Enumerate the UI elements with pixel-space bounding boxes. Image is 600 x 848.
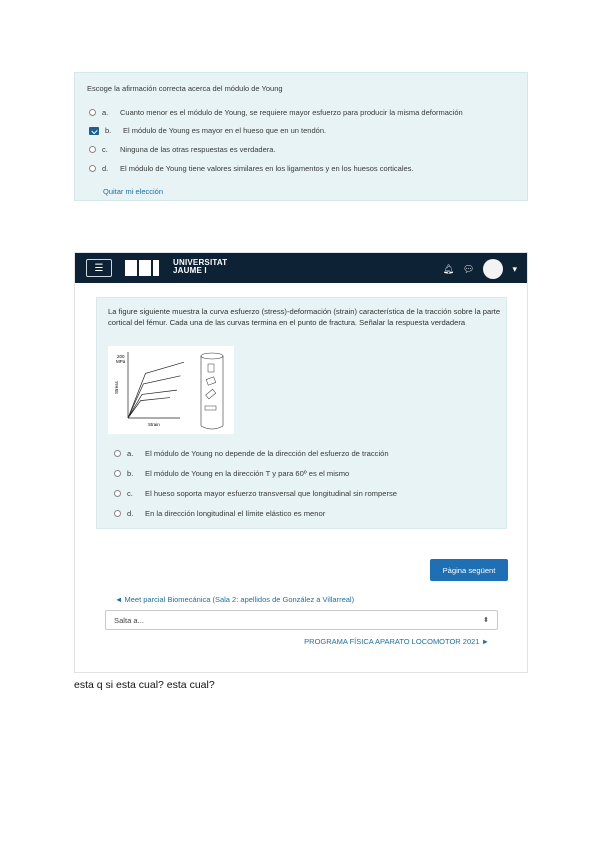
y-unit-label: MPa: [116, 359, 126, 364]
chat-bubble-icon[interactable]: 💬︎: [463, 263, 475, 274]
radio-button[interactable]: [89, 109, 96, 116]
select-arrows-icon: ⬍: [483, 617, 489, 624]
question-2-card: [96, 297, 507, 529]
question-2-option-b[interactable]: b. El módulo de Young en la dirección T y para 60º es el mismo: [114, 469, 349, 478]
y-axis-label: Stress: [114, 381, 119, 394]
radio-button[interactable]: [114, 470, 121, 477]
question-1-card: [74, 72, 528, 201]
question-1-option-a[interactable]: a. Cuanto menor es el módulo de Young, se requiere mayor esfuerzo para producir la misma deformación: [89, 108, 463, 117]
stress-strain-figure: [108, 346, 234, 434]
y-tick-label: 200: [117, 354, 125, 359]
avatar[interactable]: [483, 259, 503, 279]
university-name: UNIVERSITAT JAUME I: [173, 258, 228, 275]
question-2-option-d[interactable]: d. En la dirección longitudinal el límite elástico es menor: [114, 509, 325, 518]
jump-to-select[interactable]: Salta a... ⬍: [105, 610, 498, 630]
top-navbar: [75, 253, 527, 283]
stress-strain-curve-2: [128, 376, 181, 418]
radio-button[interactable]: [89, 146, 96, 153]
stress-strain-curve-3: [128, 390, 177, 418]
x-axis-label: Strain: [148, 422, 160, 427]
navbar-actions: [443, 259, 517, 279]
curves: [128, 362, 184, 418]
hamburger-icon: ☰: [94, 262, 104, 274]
radio-button[interactable]: [89, 165, 96, 172]
next-activity-link[interactable]: PROGRAMA FÍSICA APARATO LOCOMOTOR 2021 ►: [304, 637, 489, 646]
caption-text: esta q si esta cual? esta cual?: [74, 679, 215, 691]
radio-button[interactable]: [114, 510, 121, 517]
question-1-prompt: Escoge la afirmación correcta acerca del módulo de Young: [87, 84, 283, 93]
chevron-down-icon[interactable]: ▾: [512, 263, 517, 274]
radio-button[interactable]: [114, 450, 121, 457]
question-2-option-a[interactable]: a. El módulo de Young no depende de la dirección del esfuerzo de tracción: [114, 449, 389, 458]
hamburger-menu-button[interactable]: [86, 259, 112, 277]
next-page-button[interactable]: Pàgina següent: [430, 559, 508, 581]
question-2-option-c[interactable]: c. El hueso soporta mayor esfuerzo transversal que longitudinal sin romperse: [114, 489, 397, 498]
question-1-option-b[interactable]: b. El módulo de Young es mayor en el hueso que en un tendón.: [89, 126, 326, 135]
quiz-page-frame: [74, 252, 528, 673]
stress-strain-chart: [108, 346, 234, 434]
bell-icon[interactable]: 🔔︎: [442, 263, 455, 274]
question-1-option-d[interactable]: d. El módulo de Young tiene valores similares en los ligamentos y en los huesos corticales.: [89, 164, 414, 173]
checked-radio-button[interactable]: [89, 127, 99, 135]
uji-logo-icon: [125, 260, 159, 276]
clear-choice-link[interactable]: Quitar mi elección: [103, 187, 164, 196]
radio-button[interactable]: [114, 490, 121, 497]
previous-activity-link[interactable]: ◄ Meet parcial Biomecánica (Sala 2: apellidos de González a Villarreal): [115, 595, 355, 604]
question-2-text: La figure siguiente muestra la curva esfuerzo (stress)-deformación (strain) característica de la tracción sobre la parte cortical del fémur. Cada una de las curvas termina en el punto de fractura. Señalar la respuesta verdadera: [108, 307, 501, 327]
bone-cylinder-illustration: [201, 353, 223, 429]
question-1-option-c[interactable]: c. Ninguna de las otras respuestas es verdadera.: [89, 145, 276, 154]
